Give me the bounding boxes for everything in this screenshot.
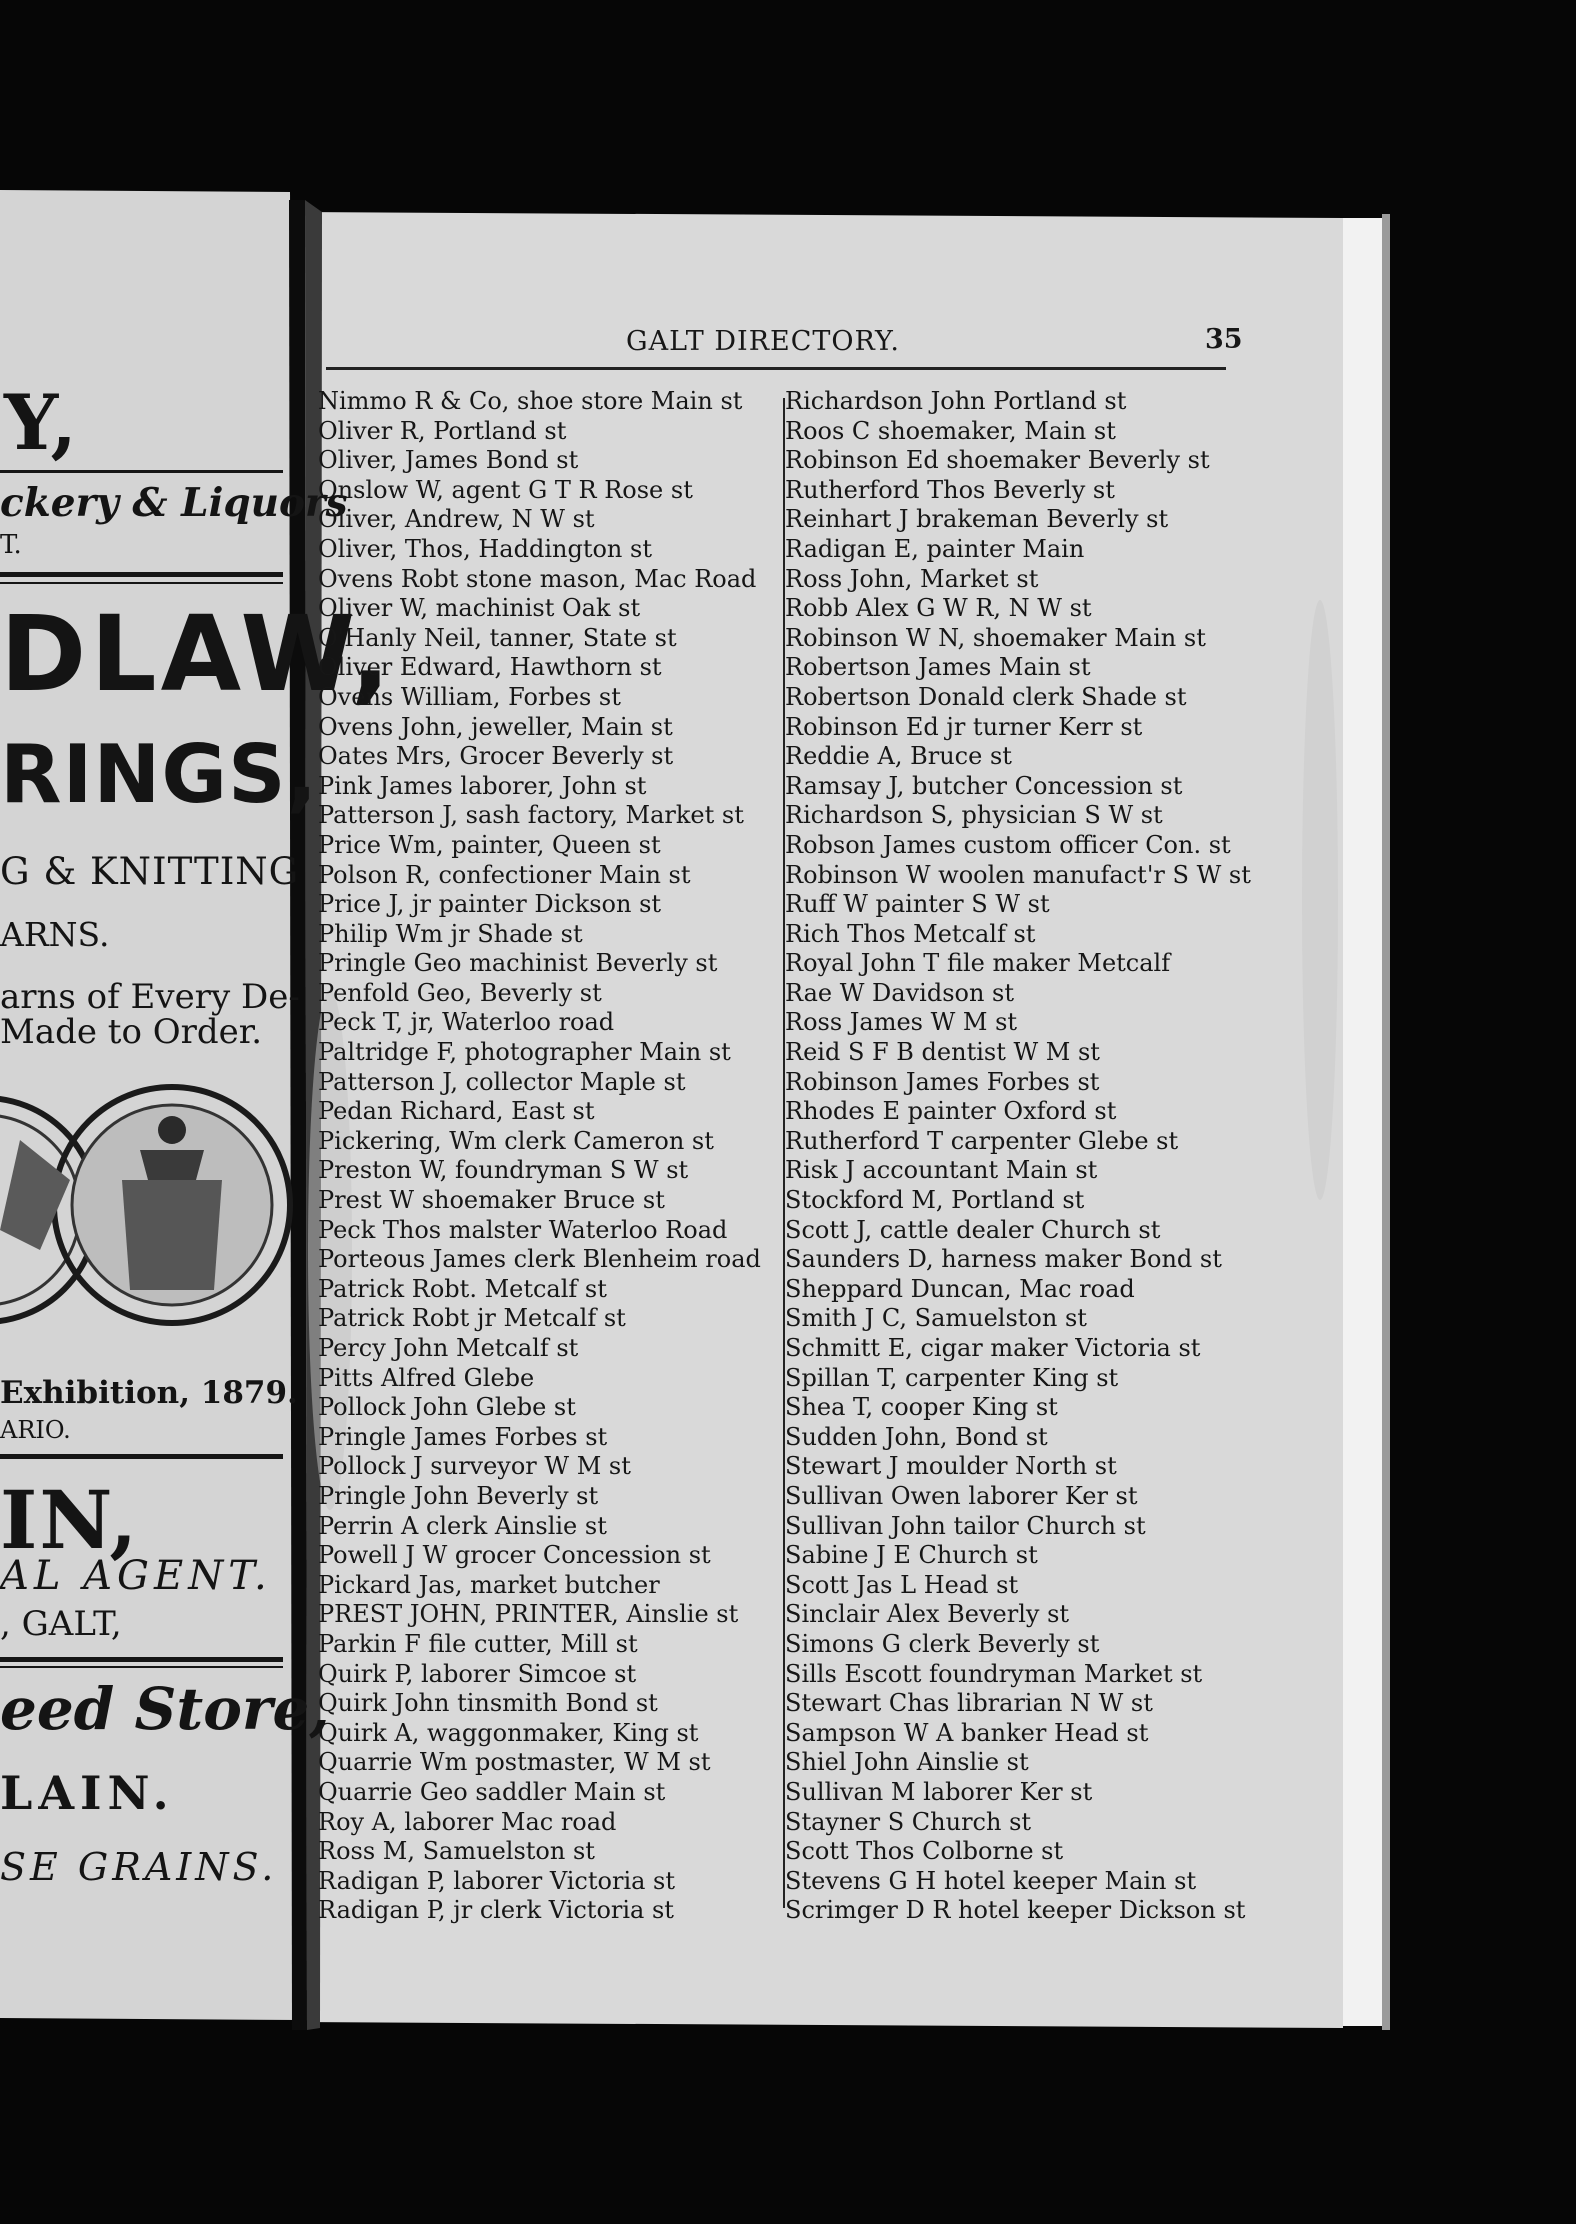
directory-entry: Stayner S Church st (785, 1807, 1032, 1836)
directory-entry: Peck T, jr, Waterloo road (318, 1008, 615, 1037)
directory-entry: Stevens G H hotel keeper Main st (785, 1866, 1197, 1895)
directory-entry: Rutherford T carpenter Glebe st (785, 1126, 1179, 1155)
directory-entry: Percy John Metcalf st (318, 1334, 579, 1362)
directory-entry: Oliver, Andrew, N W st (318, 505, 595, 534)
directory-entry: Ruff W painter S W st (785, 890, 1050, 919)
ad-line: ARNS. (0, 915, 110, 954)
directory-entry: Robson James custom officer Con. st (785, 830, 1231, 859)
ad-rule (0, 470, 283, 473)
directory-entry: Philip Wm jr Shade st (318, 919, 583, 948)
directory-entry: Pringle Geo machinist Beverly st (318, 949, 718, 978)
ad-line: T. (0, 530, 22, 560)
directory-entry: Sudden John, Bond st (785, 1422, 1048, 1451)
ad-line: arns of Every De- (0, 977, 300, 1017)
ad-line: LAIN. (0, 1766, 175, 1820)
directory-entry: Pitts Alfred Glebe (318, 1363, 535, 1392)
directory-entry: Peck Thos malster Waterloo Road (318, 1215, 728, 1244)
directory-entry: Scott Jas L Head st (785, 1570, 1019, 1599)
directory-entry: Patrick Robt jr Metcalf st (318, 1304, 626, 1333)
directory-entry: Ovens John, jeweller, Main st (318, 712, 673, 741)
ad-rule (0, 572, 283, 577)
directory-entry: Saunders D, harness maker Bond st (785, 1245, 1222, 1274)
directory-entry: Preston W, foundryman S W st (318, 1156, 689, 1185)
directory-entry: Sampson W A banker Head st (785, 1718, 1149, 1747)
directory-entry: Pringle James Forbes st (318, 1422, 608, 1451)
ad-line: AL AGENT. (0, 1553, 272, 1599)
directory-entry: Polson R, confectioner Main st (318, 860, 691, 889)
directory-entry: Penfold Geo, Beverly st (318, 978, 602, 1007)
ad-line: Made to Order. (0, 1012, 263, 1052)
directory-entry: Perrin A clerk Ainslie st (318, 1511, 607, 1540)
directory-entry: Patterson J, collector Maple st (318, 1067, 686, 1096)
directory-entry: Sills Escott foundryman Market st (785, 1659, 1203, 1688)
ad-line: eed Store, (0, 1675, 330, 1743)
directory-entry: Scott Thos Colborne st (785, 1837, 1064, 1866)
ad-line: ckery & Liquors (0, 480, 348, 526)
directory-entry: Simons G clerk Beverly st (785, 1629, 1100, 1658)
directory-entry: Richardson John Portland st (785, 387, 1127, 415)
directory-entry: Spillan T, carpenter King st (785, 1363, 1119, 1392)
directory-entry: Onslow W, agent G T R Rose st (318, 475, 693, 504)
directory-entry: Robinson W N, shoemaker Main st (785, 623, 1206, 652)
ad-rule (0, 582, 283, 584)
directory-entry: Rutherford Thos Beverly st (785, 475, 1115, 504)
directory-entry: Pollock J surveyor W M st (318, 1452, 631, 1481)
directory-entry: Paltridge F, photographer Main st (318, 1038, 731, 1067)
directory-entry: Smith J C, Samuelston st (785, 1304, 1087, 1333)
directory-entry: Reinhart J brakeman Beverly st (785, 505, 1169, 534)
directory-entry: Ovens Robt stone mason, Mac Road (318, 564, 757, 593)
ad-line: RINGS, (0, 728, 318, 821)
page-title: GALT DIRECTORY. (626, 326, 900, 357)
directory-entry: Pedan Richard, East st (318, 1097, 595, 1126)
ad-rule (0, 1657, 283, 1662)
directory-entry: Oliver R, Portland st (318, 416, 567, 445)
directory-left-column (318, 387, 761, 1926)
directory-entry: Stockford M, Portland st (785, 1186, 1085, 1215)
ad-line: ARIO. (0, 1416, 71, 1444)
directory-entry: Price J, jr painter Dickson st (318, 890, 662, 919)
directory-entry: Price Wm, painter, Queen st (318, 830, 661, 859)
directory-entry: Quarrie Wm postmaster, W M st (318, 1748, 711, 1777)
directory-entry: Patterson J, sash factory, Market st (318, 801, 744, 830)
ad-rule (0, 1666, 283, 1668)
directory-entry: Ross James W M st (785, 1008, 1018, 1037)
directory-entry: Pringle John Beverly st (318, 1481, 599, 1510)
directory-entry: Reid S F B dentist W M st (785, 1038, 1100, 1067)
header-rule (326, 367, 1226, 370)
directory-entry: Risk J accountant Main st (785, 1156, 1098, 1185)
directory-entry: Rae W Davidson st (785, 978, 1015, 1007)
directory-entry: Rhodes E painter Oxford st (785, 1097, 1117, 1126)
directory-entry: Sheppard Duncan, Mac road (785, 1274, 1135, 1303)
directory-entry: Pickering, Wm clerk Cameron st (318, 1126, 714, 1155)
directory-entry: Oliver Edward, Hawthorn st (318, 653, 662, 682)
directory-entry: Quirk P, laborer Simcoe st (318, 1659, 637, 1688)
ad-line: IN, (0, 1473, 140, 1567)
directory-entry: Scrimger D R hotel keeper Dickson st (785, 1896, 1246, 1925)
ad-line: DLAW, (0, 593, 395, 715)
ad-line: , GALT, (0, 1604, 122, 1644)
directory-entry: Oliver, Thos, Haddington st (318, 534, 652, 563)
directory-entry: Stewart J moulder North st (785, 1452, 1117, 1481)
directory-entry: Robinson Ed jr turner Kerr st (785, 712, 1143, 741)
ad-line: Exhibition, 1879. (0, 1375, 298, 1411)
directory-entry: Robinson James Forbes st (785, 1067, 1100, 1096)
directory-entry: O'Hanly Neil, tanner, State st (318, 623, 677, 652)
directory-entry: Stewart Chas librarian N W st (785, 1689, 1153, 1718)
directory-entry: Richardson S, physician S W st (785, 801, 1163, 830)
directory-entry: Quirk John tinsmith Bond st (318, 1689, 658, 1718)
directory-entry: Prest W shoemaker Bruce st (318, 1186, 665, 1215)
directory-entry: Royal John T file maker Metcalf (785, 949, 1171, 978)
directory-entry: Radigan E, painter Main (785, 534, 1085, 563)
directory-entry: Roy A, laborer Mac road (318, 1807, 617, 1836)
directory-entry: Robinson Ed shoemaker Beverly st (785, 446, 1210, 475)
directory-entry: Reddie A, Bruce st (785, 742, 1012, 771)
directory-entry: Pink James laborer, John st (318, 771, 647, 800)
directory-entry: Sullivan John tailor Church st (785, 1511, 1146, 1540)
directory-entry: Pollock John Glebe st (318, 1393, 576, 1422)
directory-entry: Ross M, Samuelston st (318, 1837, 595, 1866)
page-number: 35 (1205, 324, 1243, 355)
directory-entry: Radigan P, laborer Victoria st (318, 1866, 676, 1895)
directory-entry: Sullivan Owen laborer Ker st (785, 1481, 1138, 1510)
directory-entry: Oliver W, machinist Oak st (318, 594, 641, 623)
directory-entry: Oliver, James Bond st (318, 446, 579, 475)
directory-entry: Parkin F file cutter, Mill st (318, 1629, 638, 1658)
ad-rule (0, 1454, 283, 1459)
directory-entry: Oates Mrs, Grocer Beverly st (318, 742, 674, 771)
directory-entry: Nimmo R & Co, shoe store Main st (318, 387, 743, 415)
directory-entry: Shea T, cooper King st (785, 1393, 1058, 1422)
directory-entry: Pickard Jas, market butcher (318, 1570, 660, 1599)
directory-entry: Sabine J E Church st (785, 1541, 1038, 1570)
directory-entry: Rich Thos Metcalf st (785, 919, 1036, 948)
directory-entry: Quirk A, waggonmaker, King st (318, 1718, 699, 1747)
directory-right-column (785, 387, 1251, 1926)
directory-entry: PREST JOHN, PRINTER, Ainslie st (318, 1600, 739, 1629)
directory-entry: Patrick Robt. Metcalf st (318, 1274, 607, 1303)
directory-entry: Roos C shoemaker, Main st (785, 416, 1116, 445)
directory-entry: Ovens William, Forbes st (318, 682, 621, 711)
directory-entry: Robb Alex G W R, N W st (785, 594, 1092, 623)
directory-entry: Ramsay J, butcher Concession st (785, 771, 1183, 800)
directory-entry: Radigan P, jr clerk Victoria st (318, 1896, 674, 1925)
ad-line: G & KNITTING (0, 850, 300, 893)
directory-entry: Ross John, Market st (785, 564, 1039, 593)
directory-entry: Sullivan M laborer Ker st (785, 1777, 1093, 1806)
directory-entry: Porteous James clerk Blenheim road (318, 1245, 761, 1274)
directory-entry: Robertson James Main st (785, 653, 1091, 682)
directory-entry: Robinson W woolen manufact'r S W st (785, 860, 1251, 889)
ad-line: SE GRAINS. (0, 1845, 278, 1889)
directory-entry: Schmitt E, cigar maker Victoria st (785, 1334, 1201, 1362)
directory-entry: Sinclair Alex Beverly st (785, 1600, 1070, 1629)
directory-entry: Scott J, cattle dealer Church st (785, 1215, 1161, 1244)
directory-entry: Quarrie Geo saddler Main st (318, 1777, 666, 1806)
directory-entry: Powell J W grocer Concession st (318, 1541, 711, 1570)
directory-entry: Shiel John Ainslie st (785, 1748, 1029, 1777)
ad-line: Y, (4, 378, 79, 467)
directory-entry: Robertson Donald clerk Shade st (785, 682, 1187, 711)
